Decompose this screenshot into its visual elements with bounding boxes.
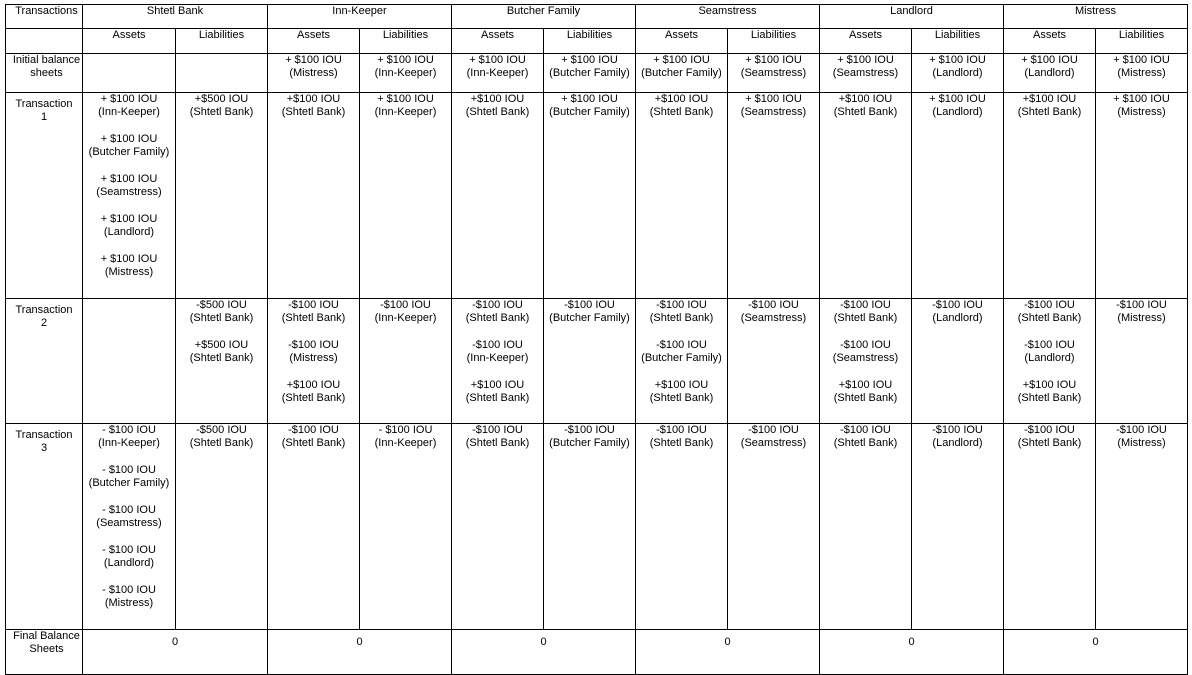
iou-entry — [1004, 339, 1095, 365]
iou-counterparty: (Shtetl Bank) — [1017, 437, 1082, 449]
iou-amount: -$100 IOU — [1116, 424, 1167, 436]
iou-entry — [1096, 424, 1187, 450]
iou-amount: -$100 IOU — [840, 424, 891, 436]
iou-entry — [1004, 54, 1095, 80]
iou-amount: + $100 IOU — [1021, 54, 1078, 66]
iou-amount: + $100 IOU — [653, 54, 710, 66]
iou-entry — [360, 424, 451, 450]
iou-amount: + $100 IOU — [929, 54, 986, 66]
iou-entry — [176, 339, 267, 365]
iou-counterparty: (Inn-Keeper) — [374, 106, 437, 118]
iou-counterparty: (Butcher Family) — [549, 67, 630, 79]
iou-entry — [83, 173, 175, 199]
iou-entry — [636, 379, 727, 405]
iou-amount: + $100 IOU — [745, 54, 802, 66]
final-balance-value: 0 — [820, 630, 1004, 675]
iou-counterparty: (Shtetl Bank) — [833, 392, 898, 404]
iou-counterparty: (Shtetl Bank) — [649, 312, 714, 324]
iou-counterparty: (Shtetl Bank) — [281, 392, 346, 404]
iou-entry — [912, 299, 1003, 325]
iou-amount: + $100 IOU — [837, 54, 894, 66]
iou-amount: + $100 IOU — [561, 93, 618, 105]
party-header: Inn-Keeper — [268, 5, 452, 29]
assets-header: Assets — [636, 29, 728, 54]
iou-entry — [820, 339, 911, 365]
assets-cell — [820, 93, 912, 299]
liabilities-header: Liabilities — [728, 29, 820, 54]
assets-cell — [268, 424, 360, 630]
iou-entry — [544, 54, 635, 80]
iou-entry — [176, 299, 267, 325]
iou-amount: - $100 IOU — [102, 504, 156, 516]
iou-entry — [1096, 299, 1187, 325]
iou-counterparty: (Inn-Keeper) — [374, 312, 437, 324]
row-label-line: 2 — [40, 317, 48, 329]
liabilities-header: Liabilities — [544, 29, 636, 54]
iou-entry — [912, 54, 1003, 80]
iou-amount: + $100 IOU — [377, 54, 434, 66]
iou-counterparty: (Shtetl Bank) — [1017, 106, 1082, 118]
iou-entry — [268, 424, 359, 450]
iou-counterparty: (Seamstress) — [740, 106, 807, 118]
iou-amount: +$100 IOU — [470, 93, 525, 105]
liabilities-cell — [728, 54, 820, 93]
liabilities-cell — [360, 93, 452, 299]
iou-counterparty: (Shtetl Bank) — [281, 106, 346, 118]
iou-entry — [452, 299, 543, 325]
iou-entry — [83, 464, 175, 490]
liabilities-cell — [544, 424, 636, 630]
assets-cell — [83, 54, 176, 93]
iou-amount: +$500 IOU — [194, 93, 249, 105]
assets-header: Assets — [452, 29, 544, 54]
party-header: Butcher Family — [452, 5, 636, 29]
iou-amount: - $100 IOU — [378, 424, 433, 436]
iou-counterparty: (Butcher Family) — [641, 352, 722, 364]
iou-amount: +$100 IOU — [838, 379, 893, 391]
iou-amount: -$100 IOU — [932, 299, 983, 311]
assets-cell — [636, 93, 728, 299]
iou-counterparty: (Seamstress) — [832, 67, 899, 79]
iou-counterparty: (Butcher Family) — [641, 67, 722, 79]
iou-counterparty: (Landlord) — [932, 106, 983, 118]
iou-counterparty: (Inn-Keeper) — [374, 437, 437, 449]
iou-entry — [1004, 379, 1095, 405]
row-label-line: Sheets — [29, 643, 64, 655]
iou-counterparty: (Seamstress) — [96, 186, 162, 198]
iou-entry — [544, 424, 635, 450]
iou-entry — [636, 54, 727, 80]
iou-entry — [820, 299, 911, 325]
iou-counterparty: (Mistress) — [1117, 67, 1166, 79]
assets-cell — [820, 424, 912, 630]
liabilities-cell — [912, 424, 1004, 630]
assets-cell — [1004, 93, 1096, 299]
iou-entry — [1004, 93, 1095, 119]
assets-cell — [636, 424, 728, 630]
iou-amount: + $100 IOU — [469, 54, 526, 66]
assets-cell — [820, 54, 912, 93]
row-label-t3 — [6, 424, 83, 630]
iou-counterparty: (Seamstress) — [740, 437, 807, 449]
iou-amount: + $100 IOU — [100, 133, 158, 145]
row-label-line: Initial balance — [12, 54, 81, 66]
iou-amount: -$100 IOU — [840, 339, 891, 351]
liabilities-header: Liabilities — [176, 29, 268, 54]
iou-counterparty: (Shtetl Bank) — [465, 392, 530, 404]
liabilities-cell — [728, 424, 820, 630]
party-header: Seamstress — [636, 5, 820, 29]
iou-entry — [544, 93, 635, 119]
iou-amount: -$100 IOU — [288, 424, 339, 436]
assets-header: Assets — [268, 29, 360, 54]
liabilities-cell — [728, 299, 820, 424]
row-label-line: Transaction — [15, 429, 73, 441]
iou-amount: -$500 IOU — [196, 299, 247, 311]
iou-entry — [912, 424, 1003, 450]
assets-cell — [268, 299, 360, 424]
iou-entry — [83, 253, 175, 279]
iou-amount: + $100 IOU — [100, 93, 158, 105]
iou-entry — [360, 299, 451, 325]
iou-entry — [360, 93, 451, 119]
iou-amount: -$100 IOU — [380, 299, 431, 311]
assets-cell — [452, 93, 544, 299]
iou-counterparty: (Shtetl Bank) — [833, 312, 898, 324]
iou-entry — [268, 54, 359, 80]
liabilities-cell — [360, 54, 452, 93]
iou-counterparty: (Butcher Family) — [88, 477, 170, 489]
iou-counterparty: (Shtetl Bank) — [189, 312, 254, 324]
row-label-t1 — [6, 93, 83, 299]
iou-entry — [1004, 424, 1095, 450]
iou-counterparty: (Inn-Keeper) — [98, 106, 160, 118]
iou-entry — [820, 54, 911, 80]
iou-entry — [83, 544, 175, 570]
iou-entry — [820, 93, 911, 119]
iou-counterparty: (Shtetl Bank) — [189, 437, 254, 449]
iou-counterparty: (Seamstress) — [96, 517, 162, 529]
iou-amount: - $100 IOU — [102, 464, 156, 476]
iou-amount: -$100 IOU — [656, 339, 707, 351]
iou-counterparty: (Mistress) — [104, 266, 154, 278]
iou-amount: + $100 IOU — [929, 93, 986, 105]
liabilities-cell — [176, 54, 268, 93]
liabilities-cell — [1096, 54, 1188, 93]
iou-amount: -$100 IOU — [1116, 299, 1167, 311]
iou-counterparty: (Seamstress) — [740, 67, 807, 79]
iou-counterparty: (Landlord) — [1024, 67, 1075, 79]
iou-counterparty: (Shtetl Bank) — [649, 437, 714, 449]
iou-counterparty: (Landlord) — [932, 312, 983, 324]
iou-amount: -$100 IOU — [748, 299, 799, 311]
ledger-row-t2 — [6, 299, 1188, 424]
final-balance-value: 0 — [268, 630, 452, 675]
liabilities-header: Liabilities — [1096, 29, 1188, 54]
iou-entry — [452, 379, 543, 405]
iou-amount: + $100 IOU — [285, 54, 342, 66]
iou-amount: -$100 IOU — [656, 299, 707, 311]
iou-amount: -$100 IOU — [748, 424, 799, 436]
iou-counterparty: (Shtetl Bank) — [465, 312, 530, 324]
assets-cell — [1004, 299, 1096, 424]
iou-counterparty: (Seamstress) — [832, 352, 899, 364]
iou-amount: + $100 IOU — [100, 253, 158, 265]
iou-counterparty: (Mistress) — [1117, 312, 1166, 324]
iou-amount: -$100 IOU — [1024, 424, 1075, 436]
balance-sheet-table — [5, 4, 1188, 675]
iou-amount: - $100 IOU — [102, 544, 156, 556]
iou-amount: -$100 IOU — [840, 299, 891, 311]
final-balance-value: 0 — [1004, 630, 1188, 675]
iou-counterparty: (Shtetl Bank) — [281, 437, 346, 449]
iou-amount: + $100 IOU — [1113, 93, 1170, 105]
row-label-line: Transaction — [15, 98, 73, 110]
ledger-row-initial — [6, 54, 1188, 93]
iou-entry — [728, 54, 819, 80]
iou-amount: -$100 IOU — [564, 424, 615, 436]
assets-liabilities-header-row — [6, 29, 1188, 54]
liabilities-cell — [176, 424, 268, 630]
iou-entry — [83, 504, 175, 530]
iou-entry — [268, 339, 359, 365]
iou-entry — [83, 584, 175, 610]
iou-counterparty: (Mistress) — [1117, 437, 1166, 449]
row-label-final — [6, 630, 83, 675]
iou-counterparty: (Inn-Keeper) — [466, 352, 529, 364]
iou-amount: -$100 IOU — [564, 299, 615, 311]
liabilities-cell — [544, 299, 636, 424]
iou-entry — [360, 54, 451, 80]
iou-counterparty: (Inn-Keeper) — [374, 67, 437, 79]
iou-amount: +$100 IOU — [286, 93, 341, 105]
row-label-t2 — [6, 299, 83, 424]
iou-amount: -$100 IOU — [472, 339, 523, 351]
iou-entry — [636, 299, 727, 325]
liabilities-cell — [176, 299, 268, 424]
iou-amount: + $100 IOU — [745, 93, 802, 105]
iou-counterparty: (Butcher Family) — [549, 437, 630, 449]
liabilities-cell — [176, 93, 268, 299]
empty-cell — [6, 29, 83, 54]
iou-entry — [728, 299, 819, 325]
iou-amount: -$100 IOU — [472, 424, 523, 436]
iou-entry — [83, 133, 175, 159]
iou-entry — [912, 93, 1003, 119]
iou-counterparty: (Inn-Keeper) — [98, 437, 160, 449]
iou-entry — [452, 54, 543, 80]
iou-entry — [268, 379, 359, 405]
iou-entry — [820, 424, 911, 450]
iou-counterparty: (Landlord) — [932, 437, 983, 449]
assets-cell — [820, 299, 912, 424]
liabilities-cell — [912, 299, 1004, 424]
iou-counterparty: (Landlord) — [932, 67, 983, 79]
row-label-line: 1 — [40, 111, 48, 123]
iou-amount: +$100 IOU — [1022, 379, 1077, 391]
iou-counterparty: (Shtetl Bank) — [649, 392, 714, 404]
liabilities-header: Liabilities — [912, 29, 1004, 54]
liabilities-cell — [1096, 424, 1188, 630]
iou-entry — [452, 424, 543, 450]
iou-counterparty: (Butcher Family) — [549, 106, 630, 118]
iou-counterparty: (Shtetl Bank) — [1017, 392, 1082, 404]
iou-counterparty: (Shtetl Bank) — [465, 437, 530, 449]
iou-entry — [1096, 54, 1187, 80]
iou-amount: + $100 IOU — [100, 173, 158, 185]
assets-cell — [636, 54, 728, 93]
iou-amount: +$100 IOU — [838, 93, 893, 105]
iou-entry — [636, 339, 727, 365]
iou-amount: -$100 IOU — [1024, 339, 1075, 351]
iou-entry — [1004, 299, 1095, 325]
iou-entry — [636, 93, 727, 119]
iou-counterparty: (Mistress) — [104, 597, 154, 609]
iou-amount: +$100 IOU — [470, 379, 525, 391]
liabilities-cell — [1096, 93, 1188, 299]
iou-counterparty: (Shtetl Bank) — [281, 312, 346, 324]
assets-header: Assets — [1004, 29, 1096, 54]
party-header: Landlord — [820, 5, 1004, 29]
final-balance-value: 0 — [452, 630, 636, 675]
iou-amount: -$100 IOU — [932, 424, 983, 436]
iou-amount: -$500 IOU — [196, 424, 247, 436]
row-label-line: sheets — [30, 67, 63, 79]
party-header: Shtetl Bank — [83, 5, 268, 29]
row-label-line: Final Balance — [13, 630, 80, 642]
corner-label: Transactions — [6, 5, 83, 29]
iou-amount: +$500 IOU — [194, 339, 249, 351]
iou-counterparty: (Butcher Family) — [88, 146, 170, 158]
iou-amount: - $100 IOU — [102, 424, 156, 436]
iou-counterparty: (Shtetl Bank) — [833, 437, 898, 449]
iou-amount: +$100 IOU — [286, 379, 341, 391]
iou-entry — [83, 213, 175, 239]
iou-counterparty: (Landlord) — [103, 226, 155, 238]
ledger-row-final — [6, 630, 1188, 675]
iou-amount: + $100 IOU — [100, 213, 158, 225]
iou-entry — [176, 93, 267, 119]
iou-entry — [728, 93, 819, 119]
row-label-initial — [6, 54, 83, 93]
iou-entry — [83, 424, 175, 450]
liabilities-header: Liabilities — [360, 29, 452, 54]
assets-header: Assets — [820, 29, 912, 54]
iou-counterparty: (Mistress) — [289, 352, 338, 364]
ledger-row-t1 — [6, 93, 1188, 299]
iou-amount: -$100 IOU — [288, 299, 339, 311]
iou-counterparty: (Shtetl Bank) — [1017, 312, 1082, 324]
party-header-row — [6, 5, 1188, 29]
iou-entry — [728, 424, 819, 450]
iou-amount: -$100 IOU — [1024, 299, 1075, 311]
row-label-line: 3 — [40, 442, 48, 454]
assets-cell — [83, 424, 176, 630]
iou-counterparty: (Shtetl Bank) — [189, 352, 254, 364]
iou-amount: +$100 IOU — [654, 93, 709, 105]
assets-cell — [83, 93, 176, 299]
ledger-row-t3 — [6, 424, 1188, 630]
iou-amount: + $100 IOU — [1113, 54, 1170, 66]
iou-amount: + $100 IOU — [561, 54, 618, 66]
iou-amount: + $100 IOU — [377, 93, 434, 105]
iou-entry — [452, 339, 543, 365]
row-label-line: Transaction — [15, 304, 73, 316]
assets-cell — [1004, 54, 1096, 93]
liabilities-cell — [912, 93, 1004, 299]
iou-counterparty: (Mistress) — [1117, 106, 1166, 118]
liabilities-cell — [544, 54, 636, 93]
iou-entry — [83, 93, 175, 119]
assets-cell — [268, 54, 360, 93]
assets-cell — [1004, 424, 1096, 630]
liabilities-cell — [728, 93, 820, 299]
liabilities-cell — [360, 299, 452, 424]
iou-entry — [268, 93, 359, 119]
iou-amount: -$100 IOU — [288, 339, 339, 351]
iou-counterparty: (Shtetl Bank) — [189, 106, 254, 118]
iou-amount: +$100 IOU — [1022, 93, 1077, 105]
iou-counterparty: (Mistress) — [289, 67, 338, 79]
liabilities-cell — [912, 54, 1004, 93]
final-balance-value: 0 — [83, 630, 268, 675]
iou-amount: +$100 IOU — [654, 379, 709, 391]
iou-counterparty: (Seamstress) — [740, 312, 807, 324]
assets-cell — [452, 424, 544, 630]
assets-cell — [452, 54, 544, 93]
iou-entry — [268, 299, 359, 325]
assets-cell — [636, 299, 728, 424]
assets-cell — [83, 299, 176, 424]
assets-cell — [268, 93, 360, 299]
party-header: Mistress — [1004, 5, 1188, 29]
iou-amount: -$100 IOU — [656, 424, 707, 436]
liabilities-cell — [544, 93, 636, 299]
iou-entry — [1096, 93, 1187, 119]
liabilities-cell — [360, 424, 452, 630]
liabilities-cell — [1096, 299, 1188, 424]
iou-counterparty: (Shtetl Bank) — [649, 106, 714, 118]
iou-amount: - $100 IOU — [102, 584, 156, 596]
iou-entry — [176, 424, 267, 450]
iou-entry — [820, 379, 911, 405]
iou-amount: -$100 IOU — [472, 299, 523, 311]
assets-cell — [452, 299, 544, 424]
iou-counterparty: (Butcher Family) — [549, 312, 630, 324]
iou-entry — [544, 299, 635, 325]
final-balance-value: 0 — [636, 630, 820, 675]
iou-counterparty: (Shtetl Bank) — [833, 106, 898, 118]
iou-entry — [452, 93, 543, 119]
iou-counterparty: (Landlord) — [1024, 352, 1075, 364]
iou-counterparty: (Inn-Keeper) — [466, 67, 529, 79]
iou-counterparty: (Shtetl Bank) — [465, 106, 530, 118]
iou-entry — [636, 424, 727, 450]
iou-counterparty: (Landlord) — [103, 557, 155, 569]
assets-header: Assets — [83, 29, 176, 54]
